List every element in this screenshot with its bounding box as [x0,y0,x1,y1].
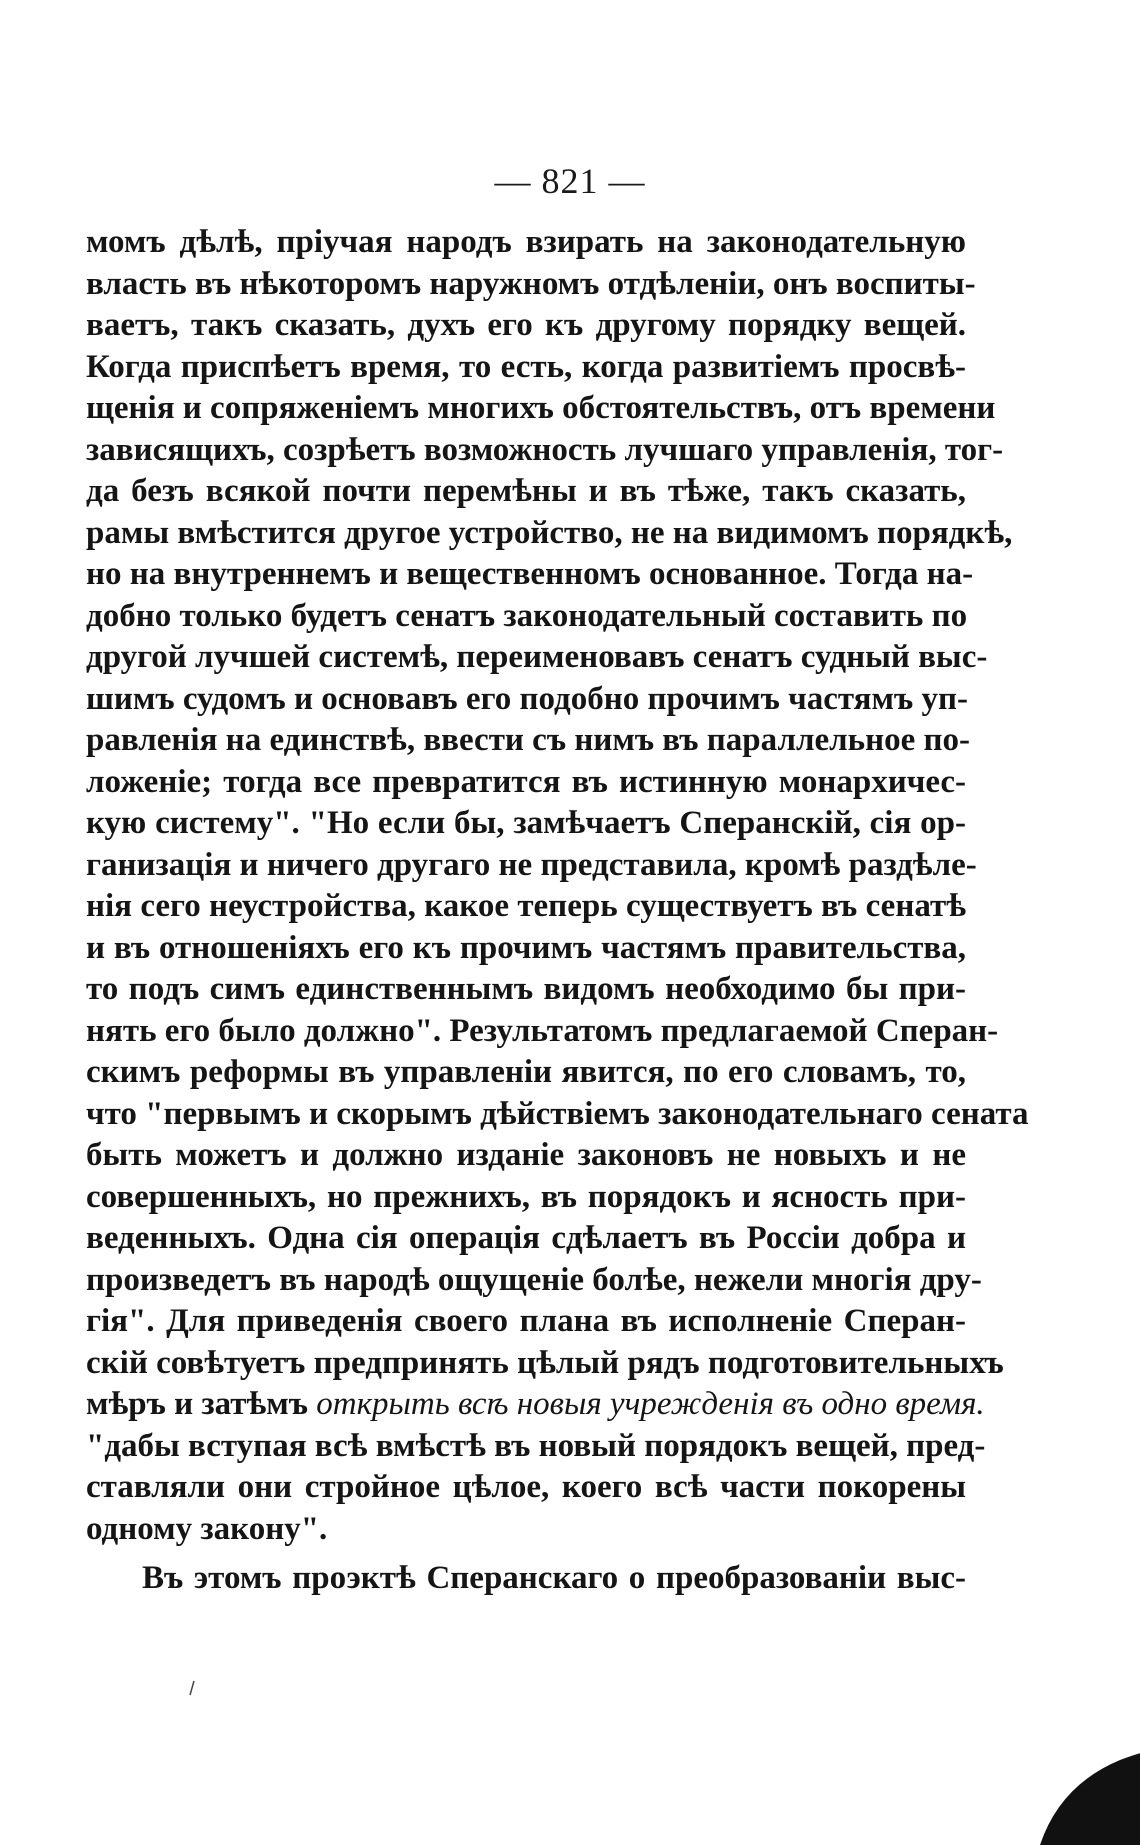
text-line: момъ дѣлѣ, пріучая народъ взирать на законодательную [86,224,966,260]
text-line: ваетъ, такъ сказать, духъ его къ другому порядку вещей. [86,307,966,343]
text-line: скій совѣтуетъ предпринять цѣлый рядъ подготовительныхъ [86,1344,1004,1381]
text-line: зависящихъ, созрѣетъ возможность лучшаго управленія, тог- [86,431,1004,468]
text-line: и въ отношеніяхъ его къ прочимъ частямъ правительства, [86,929,966,966]
text-line: одному закону". [86,1510,328,1547]
text-line: совершенныхъ, но прежнихъ, въ порядокъ и ясность при- [86,1178,966,1215]
text-line: но на внутреннемъ и вещественномъ основанное. Тогда на- [86,556,974,592]
text-line: ставляли они стройное цѣлое, коего всѣ части покорены [86,1469,966,1505]
paragraph-start-line: Въ этомъ проэктѣ Сперанскаго о преобразованіи выс- [142,1560,966,1596]
scan-speck [187,1680,197,1696]
text-line: рамы вмѣстится другое устройство, не на видимомъ порядкѣ, [86,514,1013,551]
text-line: ложеніе; тогда все превратится въ истинную монархичес- [86,763,966,800]
page-number: — 821 — [494,161,646,201]
text-line: что "первымъ и скорымъ дѣйствіемъ законодательнаго сената [86,1095,1029,1132]
text-line: произведетъ въ народѣ ощущеніе болѣе, нежели многія дру- [86,1261,982,1298]
text-line: шимъ судомъ и основавъ его подобно прочимъ частямъ уп- [86,680,968,717]
text-line: добно только будетъ сенатъ законодательный составить по [86,597,968,634]
text-line: быть можетъ и должно изданіе законовъ не новыхъ и не [86,1137,966,1173]
body-text [86,222,1029,1600]
text-line: щенія и сопряженіемъ многихъ обстоятельствъ, отъ времени [86,390,996,426]
text-line: веденныхъ. Одна сія операція сдѣлаетъ въ Россіи добра и [86,1220,966,1256]
text-line: кую систему". "Но если бы, замѣчаетъ Сперанскій, сія ор- [86,805,966,841]
text-line: ганизація и ничего другаго не представила, кромѣ раздѣле- [86,846,977,883]
text-segment-italic: открыть всѣ новыя учрежденія въ одно время. [316,1386,985,1422]
text-line: власть въ нѣкоторомъ наружномъ отдѣленіи, онъ воспиты- [86,265,976,302]
text-line: то подъ симъ единственнымъ видомъ необходимо бы при- [86,971,966,1007]
text-line: равленія на единствѣ, ввести съ нимъ въ параллельное по- [86,722,971,758]
text-line: нія сего неустройства, какое теперь существуетъ въ сенатѣ [86,888,966,924]
text-line: да безъ всякой почти перемѣны и въ тѣже, такъ сказать, [86,473,966,509]
text-segment-normal: мѣръ и затѣмъ [86,1386,317,1422]
text-line: Когда приспѣетъ время, то есть, когда развитіемъ просвѣ- [86,348,966,385]
text-line: скимъ реформы въ управленіи явится, по его словамъ, то, [86,1054,966,1090]
text-line: "дабы вступая всѣ вмѣстѣ въ новый порядокъ вещей, пред- [86,1427,986,1464]
text-line: гія". Для приведенія своего плана въ исполненіе Сперан- [86,1303,966,1339]
text-line-mixed [86,1384,985,1426]
scan-edge-shadow [1040,1715,1140,1845]
text-line: другой лучшей системѣ, переименовавъ сенатъ судный выс- [86,639,988,675]
text-line: нять его было должно". Результатомъ предлагаемой Сперан- [86,1012,999,1049]
